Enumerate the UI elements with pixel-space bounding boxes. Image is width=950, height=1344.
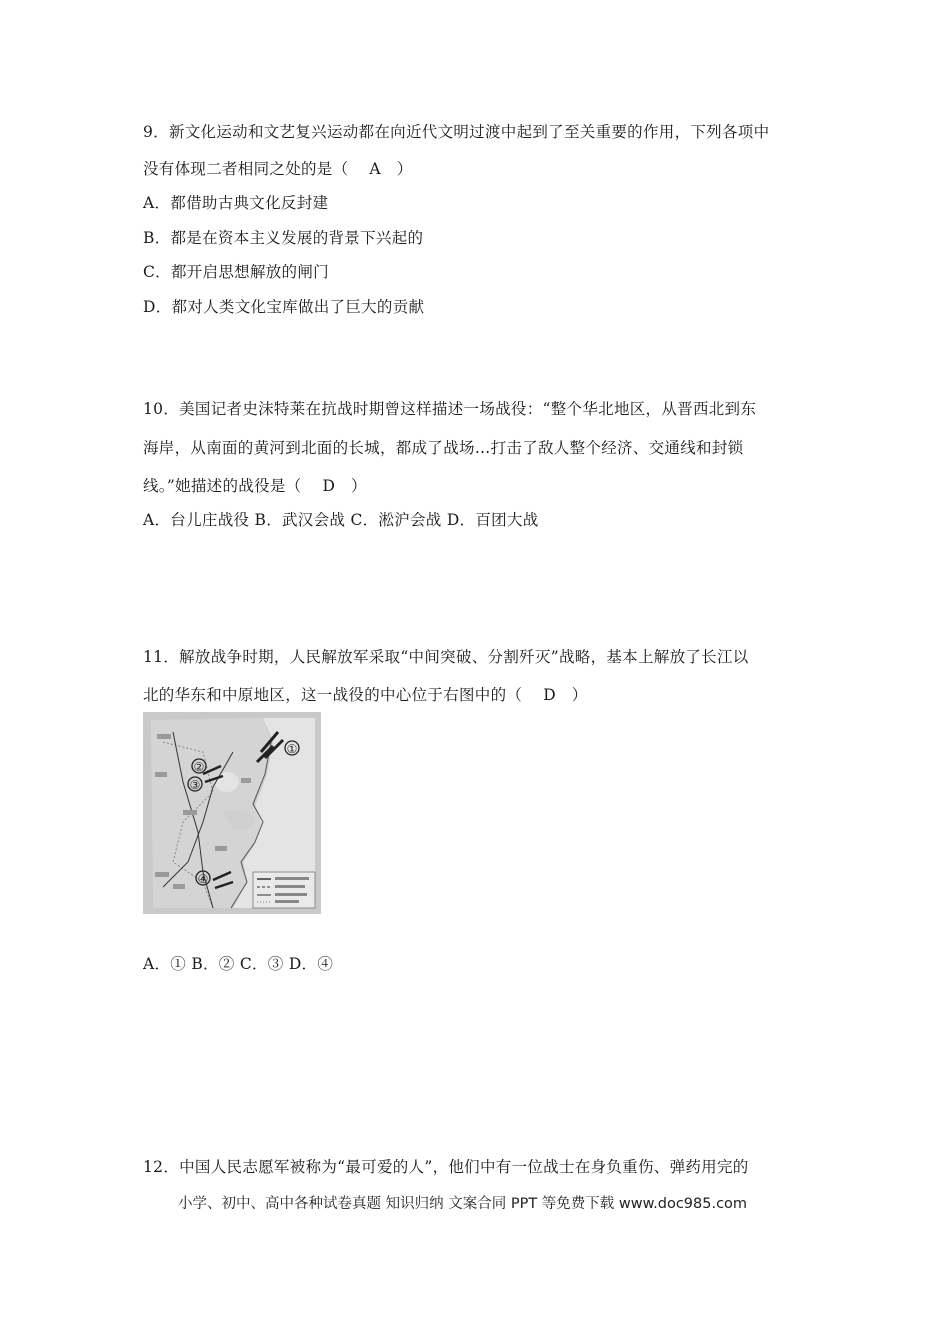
- q12-stem-line-1: 12．中国人民志愿军被称为“最可爱的人”，他们中有一位战士在身负重伤、弹药用完的: [143, 1158, 749, 1176]
- battle-map-image: [143, 712, 321, 914]
- q11-options: A．① B．② C．③ D．④: [143, 955, 334, 973]
- q10-options: A．台儿庄战役 B．武汉会战 C．淞沪会战 D．百团大战: [143, 511, 539, 529]
- q9-option-a: A．都借助古典文化反封建: [143, 194, 329, 212]
- map-marker-1: ①: [286, 742, 298, 756]
- q10-stem-line-2: 海岸，从南面的黄河到北面的长城，都成了战场…打击了敌人整个经济、交通线和封锁: [143, 439, 744, 457]
- map-place-label: [215, 846, 227, 851]
- q9-option-c: C．都开启思想解放的闸门: [143, 263, 329, 281]
- q9-stem-line-1: 9．新文化运动和文艺复兴运动都在向近代文明过渡中起到了至关重要的作用，下列各项中: [143, 123, 770, 141]
- map-marker-3: ③: [189, 778, 201, 792]
- map-place-label: [183, 810, 197, 815]
- map-place-label: [155, 872, 169, 877]
- map-legend-text-4: [275, 900, 299, 903]
- q10-stem-line-1: 10．美国记者史沫特莱在抗战时期曾这样描述一场战役：“整个华北地区，从晋西北到东: [143, 400, 757, 418]
- q9-option-d: D．都对人类文化宝库做出了巨大的贡献: [143, 298, 425, 316]
- q10-stem-line-3: 线。”她描述的战役是（ D ）: [143, 477, 367, 495]
- map-legend-text-2: [275, 885, 305, 888]
- map-place-label: [241, 778, 251, 783]
- map-bay: [215, 772, 239, 792]
- map-legend-text-1: [275, 877, 309, 880]
- map-legend-text-3: [275, 893, 307, 896]
- map-place-label: [155, 772, 167, 777]
- map-marker-4: ④: [197, 872, 209, 886]
- q9-option-b: B．都是在资本主义发展的背景下兴起的: [143, 229, 424, 247]
- map-place-label: [157, 734, 171, 739]
- map-place-label: [173, 884, 185, 889]
- page-footer: 小学、初中、高中各种试卷真题 知识归纳 文案合同 PPT 等免费下载 www.doc985.com: [178, 1196, 748, 1212]
- q11-stem-line-2: 北的华东和中原地区，这一战役的中心位于右图中的（ D ）: [143, 686, 588, 704]
- q9-stem-line-2: 没有体现二者相同之处的是（ A ）: [143, 160, 413, 178]
- q11-stem-line-1: 11．解放战争时期，人民解放军采取“中间突破、分割歼灭”战略，基本上解放了长江以: [143, 648, 749, 666]
- map-marker-2: ②: [193, 760, 205, 774]
